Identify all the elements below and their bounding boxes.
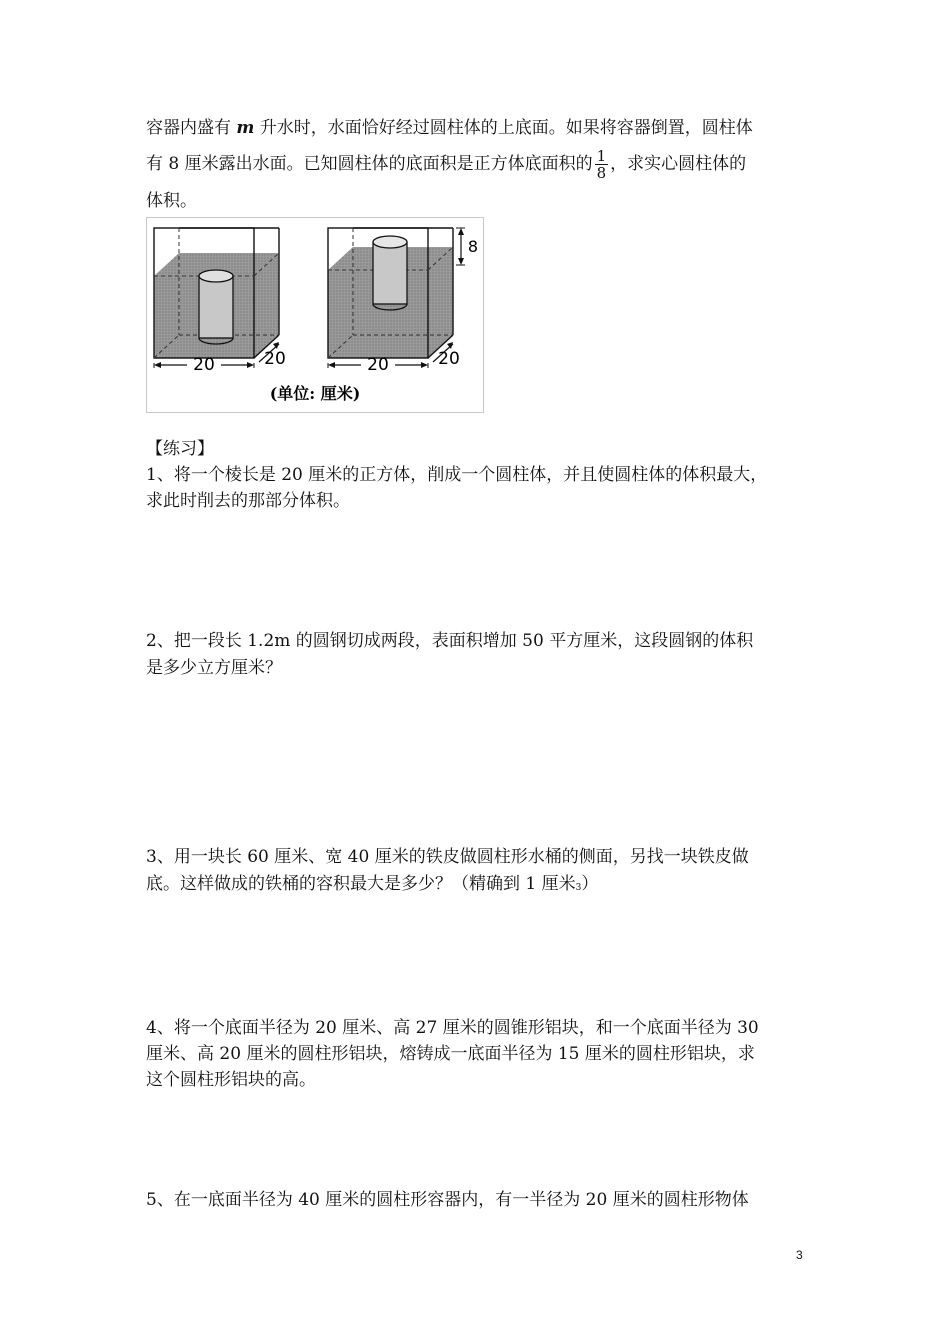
figure-caption: (单位: 厘米) [269, 384, 361, 403]
question-2-line-1: 2、把一段长 1.2m 的圆钢切成两段，表面积增加 50 平方厘米，这段圆钢的体积 [146, 631, 754, 651]
question-1-line-1: 1、将一个棱长是 20 厘米的正方体，削成一个圆柱体，并且使圆柱体的体积最大， [146, 465, 768, 485]
left-width-label: 20 [193, 355, 215, 375]
question-4-line-1: 4、将一个底面半径为 20 厘米、高 27 厘米的圆锥形铝块，和一个底面半径为 30 [146, 1018, 759, 1038]
left-cube [154, 218, 279, 368]
cube-cylinder-figure [146, 217, 484, 413]
page-number: 3 [796, 1248, 803, 1262]
right-cube [328, 228, 465, 368]
question-4-line-2: 厘米、高 20 厘米的圆柱形铝块，熔铸成一底面半径为 15 厘米的圆柱形铝块，求 [146, 1044, 755, 1064]
question-4-line-3: 这个圆柱形铝块的高。 [146, 1070, 316, 1090]
intro-line-3: 体积。 [146, 191, 197, 211]
question-1-line-2: 求此时削去的那部分体积。 [146, 491, 350, 511]
fraction-denominator: 8 [596, 164, 607, 182]
question-3-text: ） [581, 874, 599, 894]
question-5-line-1: 5、在一底面半径为 40 厘米的圆柱形容器内，有一半径为 20 厘米的圆柱形物体 [146, 1190, 749, 1210]
left-depth-label: 20 [264, 349, 286, 369]
question-2-line-2: 是多少立方厘米？ [146, 658, 282, 678]
question-3-line-2 [146, 872, 598, 899]
fraction-numerator: 1 [596, 147, 607, 165]
variable-m: m [236, 118, 255, 138]
height-label: 8 [467, 237, 479, 256]
intro-text: ，求实心圆柱体的 [610, 154, 747, 174]
right-depth-label: 20 [438, 349, 460, 369]
intro-line-2 [146, 148, 746, 181]
figure-drawing [147, 218, 483, 412]
intro-text: 有 8 厘米露出水面。已知圆柱体的底面积是正方体底面积的 [146, 154, 593, 174]
intro-line-1 [146, 116, 753, 140]
right-width-label: 20 [367, 355, 389, 375]
question-3-line-1: 3、用一块长 60 厘米、宽 40 厘米的铁皮做圆柱形水桶的侧面，另找一块铁皮做 [146, 847, 749, 867]
intro-text: 容器内盛有 [146, 118, 231, 138]
cubic-superscript: 3 [575, 883, 582, 893]
question-3-text: 底。这样做成的铁桶的容积最大是多少？（精确到 1 厘米 [146, 874, 576, 894]
fraction-one-eighth [595, 148, 609, 181]
intro-text: 升水时，水面恰好经过圆柱体的上底面。如果将容器倒置，圆柱体 [259, 118, 753, 138]
practice-heading: 【练习】 [146, 439, 214, 459]
